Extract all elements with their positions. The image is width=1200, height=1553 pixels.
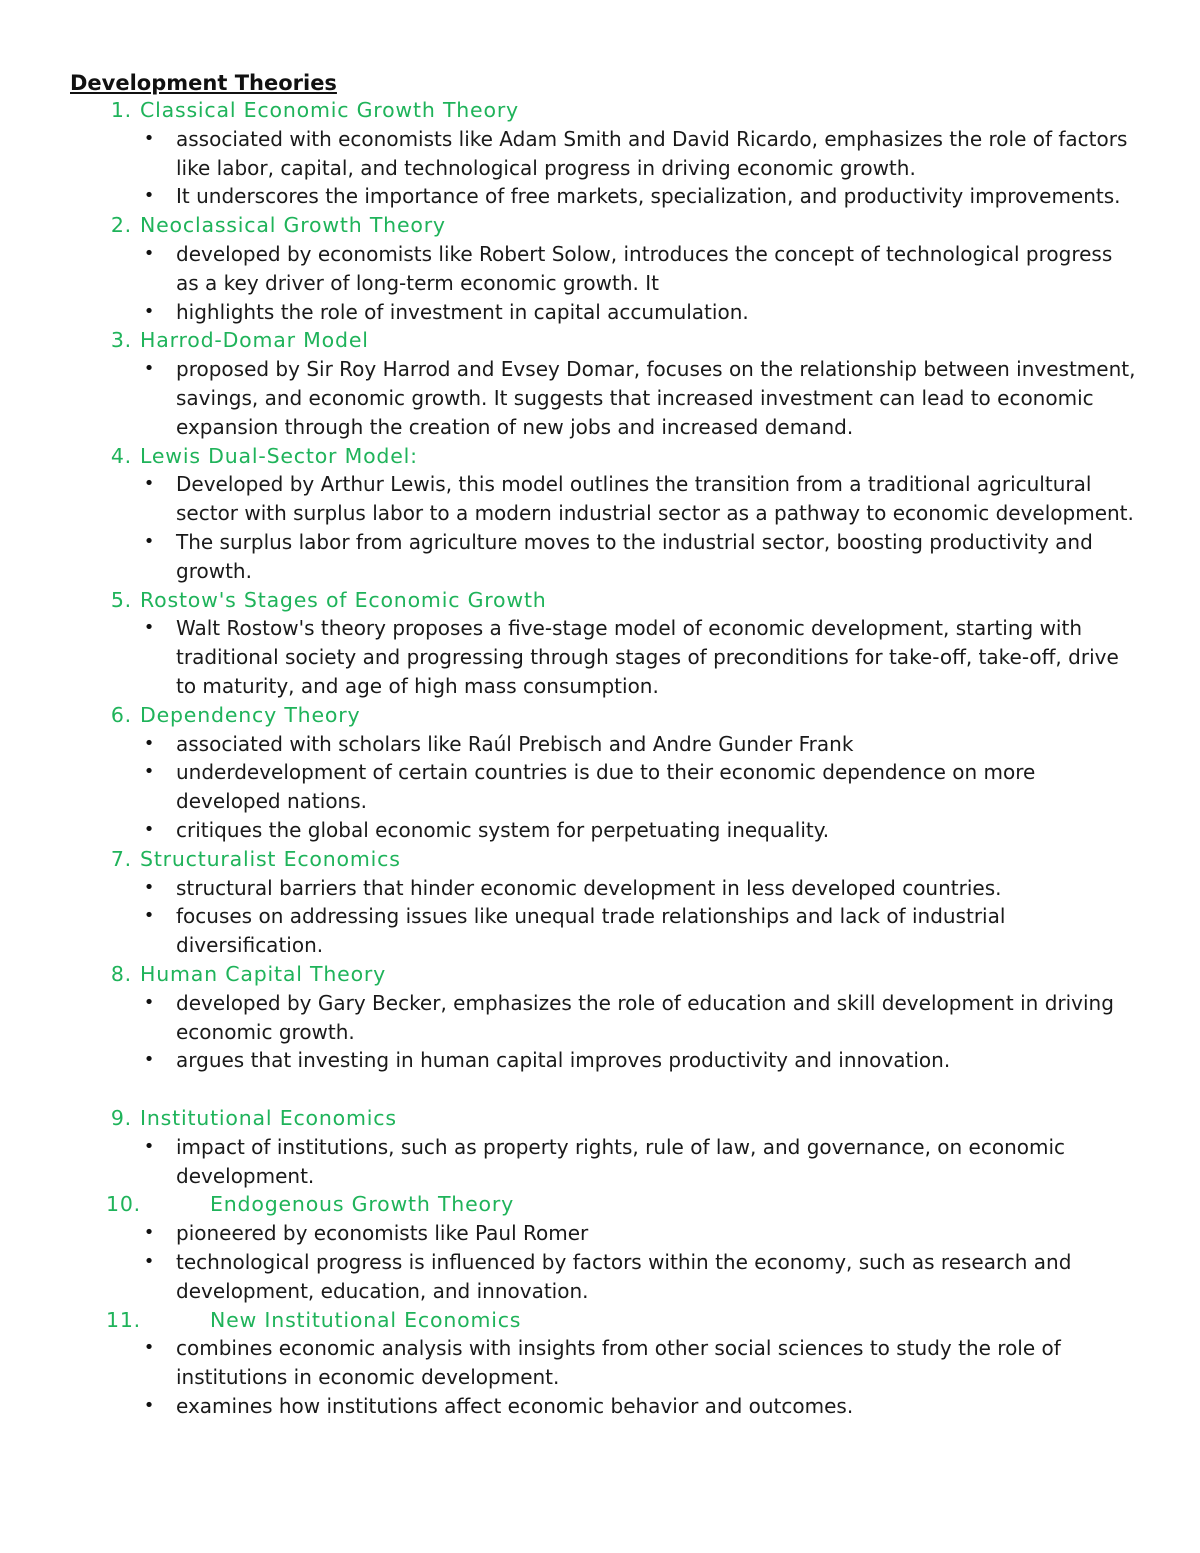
- bullet-icon: •: [143, 242, 155, 264]
- theory-heading: [70, 1190, 1140, 1219]
- theory-section: [70, 96, 1140, 211]
- theory-title: Institutional Economics: [140, 1106, 397, 1131]
- theory-number: 4.: [110, 443, 132, 468]
- theory-heading: [70, 442, 1140, 471]
- bullet-icon: •: [143, 185, 155, 207]
- bullet-text: developed by economists like Robert Solow, introduces the concept of technological progress as a key driver of long-term economic growth. It: [176, 241, 1113, 295]
- bullet-text: examines how institutions affect economic behavior and outcomes.: [176, 1394, 854, 1419]
- bullet-text: The surplus labor from agriculture moves to the industrial sector, boosting productivity and growth.: [176, 529, 1093, 583]
- bullet-text: Walt Rostow's theory proposes a five-stage model of economic development, starting with traditional society and progressing through stages of preconditions for take-off, take-off, drive to maturity, and age of high mass consumption.: [176, 616, 1119, 698]
- bullet-list: [70, 125, 1140, 211]
- bullet-text: associated with scholars like Raúl Prebisch and Andre Gunder Frank: [176, 731, 854, 756]
- bullet-text: highlights the role of investment in capital accumulation.: [176, 299, 749, 324]
- theory-number: 10.: [106, 1192, 142, 1217]
- bullet-item: [70, 902, 1140, 960]
- bullet-item: [70, 758, 1140, 816]
- bullet-text: Developed by Arthur Lewis, this model outlines the transition from a traditional agricultural sector with surplus labor to a modern industrial sector as a pathway to economic development.: [176, 472, 1134, 526]
- document-title: Development Theories: [70, 71, 337, 95]
- bullet-text: argues that investing in human capital improves productivity and innovation.: [176, 1048, 951, 1073]
- theory-section: [70, 1104, 1140, 1190]
- bullet-item: [70, 298, 1140, 327]
- bullet-text: impact of institutions, such as property rights, rule of law, and governance, on economic development.: [176, 1134, 1066, 1188]
- bullet-icon: •: [143, 1251, 155, 1273]
- bullet-item: [70, 240, 1140, 298]
- bullet-list: [70, 730, 1140, 845]
- theory-heading: [70, 845, 1140, 874]
- bullet-item: [70, 355, 1140, 441]
- bullet-list: [70, 989, 1140, 1075]
- bullet-icon: •: [143, 818, 155, 840]
- theory-heading: [70, 701, 1140, 730]
- theory-number: 1.: [110, 98, 132, 122]
- bullet-text: associated with economists like Adam Smith and David Ricardo, emphasizes the role of factors like labor, capital, and technological progress in driving economic growth.: [176, 126, 1128, 180]
- theory-section: [70, 442, 1140, 586]
- bullet-icon: •: [143, 530, 155, 552]
- theory-number: 3.: [110, 328, 132, 353]
- bullet-item: [70, 730, 1140, 759]
- bullet-icon: •: [143, 1395, 155, 1417]
- theory-title: Neoclassical Growth Theory: [140, 213, 446, 238]
- bullet-list: [70, 614, 1140, 700]
- theory-heading: [70, 960, 1140, 989]
- bullet-icon: •: [143, 876, 155, 898]
- bullet-icon: •: [143, 127, 155, 149]
- theory-title: Human Capital Theory: [140, 961, 387, 986]
- theory-number: 9.: [110, 1106, 132, 1131]
- bullet-text: combines economic analysis with insights from other social sciences to study the role of institutions in economic development.: [176, 1336, 1061, 1390]
- theory-heading: [70, 586, 1140, 615]
- bullet-icon: •: [143, 300, 155, 322]
- bullet-item: [70, 1392, 1140, 1421]
- theory-number: 6.: [110, 702, 132, 727]
- theory-heading: [70, 1306, 1140, 1335]
- theory-section: [70, 960, 1140, 1075]
- bullet-icon: •: [143, 1135, 155, 1157]
- bullet-list: [70, 355, 1140, 441]
- bullet-list: [70, 1133, 1140, 1191]
- bullet-text: proposed by Sir Roy Harrod and Evsey Domar, focuses on the relationship between investment, savings, and economic growth. It suggests that increased investment can lead to economic expansion through the creation of new jobs and increased demand.: [176, 357, 1136, 439]
- bullet-list: [70, 240, 1140, 326]
- bullet-item: [70, 816, 1140, 845]
- bullet-icon: •: [143, 1337, 155, 1359]
- bullet-list: [70, 1219, 1140, 1305]
- bullet-text: underdevelopment of certain countries is due to their economic dependence on more developed nations.: [176, 760, 1036, 814]
- theory-title: Classical Economic Growth Theory: [140, 98, 519, 122]
- bullet-icon: •: [143, 473, 155, 495]
- bullet-icon: •: [143, 358, 155, 380]
- bullet-item: [70, 1133, 1140, 1191]
- bullet-item: [70, 874, 1140, 903]
- theory-section: [70, 845, 1140, 960]
- bullet-item: [70, 1334, 1140, 1392]
- theory-list: [70, 96, 1140, 1421]
- bullet-item: [70, 1046, 1140, 1075]
- bullet-item: [70, 614, 1140, 700]
- theory-title: Harrod-Domar Model: [140, 328, 369, 353]
- theory-number: 7.: [110, 846, 132, 871]
- bullet-text: technological progress is influenced by factors within the economy, such as research and development, education, and innovation.: [176, 1250, 1072, 1303]
- bullet-icon: •: [143, 761, 155, 783]
- bullet-text: focuses on addressing issues like unequal trade relationships and lack of industrial diversification.: [176, 904, 1006, 958]
- theory-heading: [70, 1104, 1140, 1133]
- theory-heading: [70, 96, 1140, 125]
- theory-section: [70, 211, 1140, 326]
- bullet-item: [70, 470, 1140, 528]
- bullet-icon: •: [143, 732, 155, 754]
- bullet-item: [70, 989, 1140, 1047]
- bullet-item: [70, 125, 1140, 183]
- theory-title: Structuralist Economics: [140, 846, 401, 871]
- theory-title: New Institutional Economics: [210, 1307, 522, 1332]
- bullet-item: [70, 1219, 1140, 1248]
- theory-number: 8.: [110, 961, 132, 986]
- bullet-item: [70, 182, 1140, 211]
- bullet-icon: •: [143, 905, 155, 927]
- theory-heading: [70, 211, 1140, 240]
- theory-title: Dependency Theory: [140, 702, 361, 727]
- theory-section: [70, 1190, 1140, 1305]
- theory-number: 2.: [110, 213, 132, 238]
- theory-title: Lewis Dual-Sector Model:: [140, 443, 418, 468]
- bullet-icon: •: [143, 617, 155, 639]
- theory-section: [70, 1306, 1140, 1421]
- bullet-text: structural barriers that hinder economic development in less developed countries.: [176, 875, 1002, 900]
- bullet-text: It underscores the importance of free markets, specialization, and productivity improvements.: [176, 184, 1121, 209]
- theory-title: Rostow's Stages of Economic Growth: [140, 587, 547, 612]
- bullet-list: [70, 874, 1140, 960]
- theory-section: [70, 701, 1140, 845]
- theory-heading: [70, 326, 1140, 355]
- bullet-icon: •: [143, 1222, 155, 1244]
- bullet-item: [70, 1248, 1140, 1306]
- theory-number: 5.: [110, 587, 132, 612]
- bullet-icon: •: [143, 991, 155, 1013]
- theory-section: [70, 326, 1140, 441]
- theory-number: 11.: [106, 1307, 142, 1332]
- bullet-text: critiques the global economic system for perpetuating inequality.: [176, 817, 830, 842]
- document-page: [70, 70, 1140, 1421]
- theory-section: [70, 586, 1140, 701]
- bullet-list: [70, 1334, 1140, 1420]
- bullet-text: pioneered by economists like Paul Romer: [176, 1221, 589, 1246]
- bullet-icon: •: [143, 1049, 155, 1071]
- bullet-text: developed by Gary Becker, emphasizes the role of education and skill development in driving economic growth.: [176, 990, 1114, 1044]
- bullet-list: [70, 470, 1140, 585]
- theory-title: Endogenous Growth Theory: [210, 1192, 514, 1217]
- bullet-item: [70, 528, 1140, 586]
